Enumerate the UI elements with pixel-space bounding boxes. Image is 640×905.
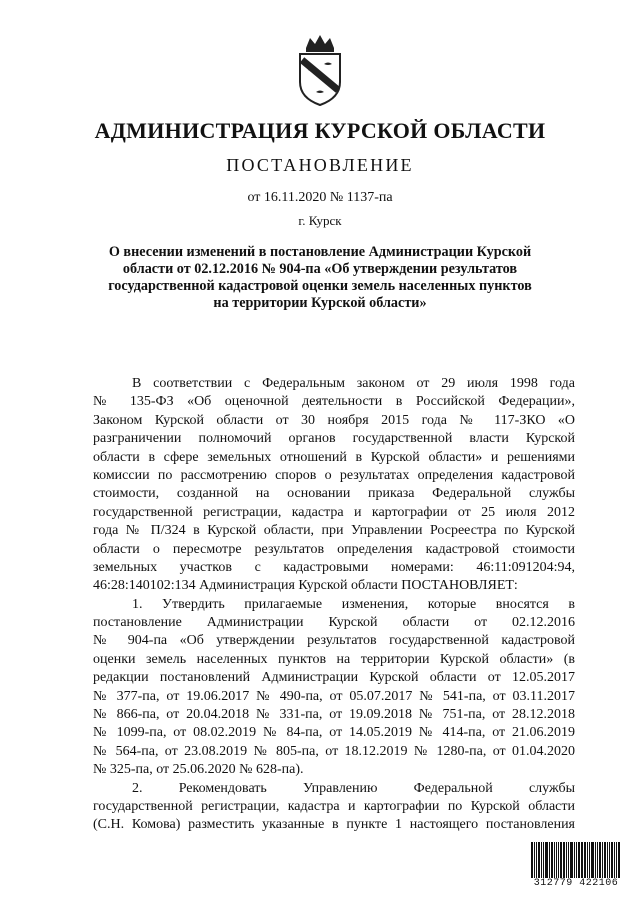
body-line: области о пересмотре результатов определения кадастровой стоимости [93, 541, 575, 557]
barcode-bar [576, 842, 577, 878]
title-line: О внесении изменений в постановление Администрации Курской [108, 244, 532, 260]
body-line: В соответствии с Федеральным законом от 29 июля 1998 года [132, 376, 575, 391]
barcode-bar [611, 842, 613, 878]
barcode-bar [589, 842, 590, 878]
body-line: Законом Курской области от 30 ноября 2015 года № 117-ЗКО «О [93, 412, 575, 428]
barcode-number: 312779 422106 [533, 878, 619, 889]
title-line: на территории Курской области» [213, 295, 427, 311]
body-line: редакции постановлений Администрации Курской области от 12.05.2017 [93, 670, 575, 686]
body-line: (С.Н. Комова) разместить указанные в пункте 1 настоящего постановления [93, 817, 575, 833]
barcode-bar [587, 842, 588, 878]
barcode-bar [570, 842, 573, 878]
coat-of-arms-icon [294, 32, 346, 108]
body-line: № 325-па, от 25.06.2020 № 628-па). [93, 762, 304, 778]
body-line: № 866-па, от 20.04.2018 № 331-па, от 19.09.2018 № 751-па, от 28.12.2018 [93, 707, 575, 723]
body-line: оценки земель населенных пунктов на территории Курской области» (в [93, 651, 575, 667]
barcode-bar [614, 842, 615, 878]
barcode-bar [556, 842, 557, 878]
body-line: № 564-па, от 23.08.2019 № 805-па, от 18.12.2019 № 1280-па, от 01.04.2020 [93, 743, 575, 759]
barcode-bar [595, 842, 596, 878]
body-line: № 1099-па, от 08.02.2019 № 84-па, от 14.05.2019 № 414-па, от 21.06.2019 [93, 725, 575, 741]
barcode-bar [538, 842, 540, 878]
body-line: области в сфере земельных отношений в Курской области» и решениями [93, 449, 575, 465]
barcode-bar [582, 842, 583, 878]
barcode [531, 842, 621, 892]
body-line: № 135-ФЗ «Об оценочной деятельности в Российской Федерации», [93, 394, 575, 410]
barcode-bar [549, 842, 550, 878]
barcode-bar [534, 842, 535, 878]
body-line: постановление Администрации Курской области от 02.12.2016 [93, 615, 575, 631]
barcode-bar [543, 842, 544, 878]
body-line: 1. Утвердить прилагаемые изменения, которые вносятся в [132, 596, 575, 612]
body-line: № 904-па «Об утверждении результатов государственной кадастровой [93, 633, 575, 649]
body-line: комиссии по рассмотрению споров о результатах определения кадастровой [93, 467, 575, 483]
barcode-bar [558, 842, 559, 878]
document-type: ПОСТАНОВЛЕНИЕ [226, 155, 414, 175]
document-city: г. Курск [298, 213, 342, 228]
body-line: № 377-па, от 19.06.2017 № 490-па, от 05.07.2017 № 541-па, от 03.11.2017 [93, 688, 575, 704]
body-line: года № П/324 в Курской области, при Управлении Росреестра по Курской [93, 523, 575, 539]
barcode-bar [602, 842, 603, 878]
barcode-bar [566, 842, 567, 878]
body-line: государственной регистрации, кадастра и картографии по Курской области [93, 798, 575, 814]
title-line: области от 02.12.2016 № 904-па «Об утверждении результатов [122, 261, 518, 277]
document-title [100, 244, 540, 312]
barcode-bar [541, 842, 542, 878]
body-line: государственной регистрации, кадастра и картографии от 25 июля 2012 [93, 504, 575, 520]
body-line: 46:28:140102:134 Администрация Курской области ПОСТАНОВЛЯЕТ: [93, 578, 518, 594]
document-body [93, 375, 575, 835]
body-line: земельных участков с кадастровыми номерами: 46:11:091204:94, [93, 559, 575, 575]
barcode-bar [560, 842, 562, 878]
barcode-bar [581, 842, 582, 878]
body-line: 2. Рекомендовать Управлению Федеральной службы [132, 780, 575, 796]
barcode-bar [578, 842, 580, 878]
barcode-bar [597, 842, 598, 878]
barcode-icon [531, 842, 621, 878]
barcode-bar [609, 842, 610, 878]
title-line: государственной кадастровой оценки земель населенных пунктов [108, 278, 532, 294]
body-line: стоимости, созданной на основании приказа Федеральной службы [93, 486, 575, 502]
barcode-bar [599, 842, 601, 878]
barcode-bar [618, 842, 620, 878]
barcode-bar [574, 842, 575, 878]
barcode-bar [551, 842, 553, 878]
barcode-bar [584, 842, 586, 878]
barcode-bar [616, 842, 617, 878]
barcode-bar [545, 842, 548, 878]
barcode-bar [607, 842, 608, 878]
barcode-bar [531, 842, 533, 878]
barcode-bar [591, 842, 594, 878]
body-line: разграничении полномочий органов государственной власти Курской [93, 431, 575, 447]
organization-name: АДМИНИСТРАЦИЯ КУРСКОЙ ОБЛАСТИ [94, 118, 546, 143]
barcode-bar [554, 842, 555, 878]
barcode-bar [568, 842, 569, 878]
barcode-bar [563, 842, 565, 878]
document-date-number: от 16.11.2020 № 1137-па [247, 190, 393, 205]
barcode-bar [604, 842, 606, 878]
barcode-bar [536, 842, 537, 878]
